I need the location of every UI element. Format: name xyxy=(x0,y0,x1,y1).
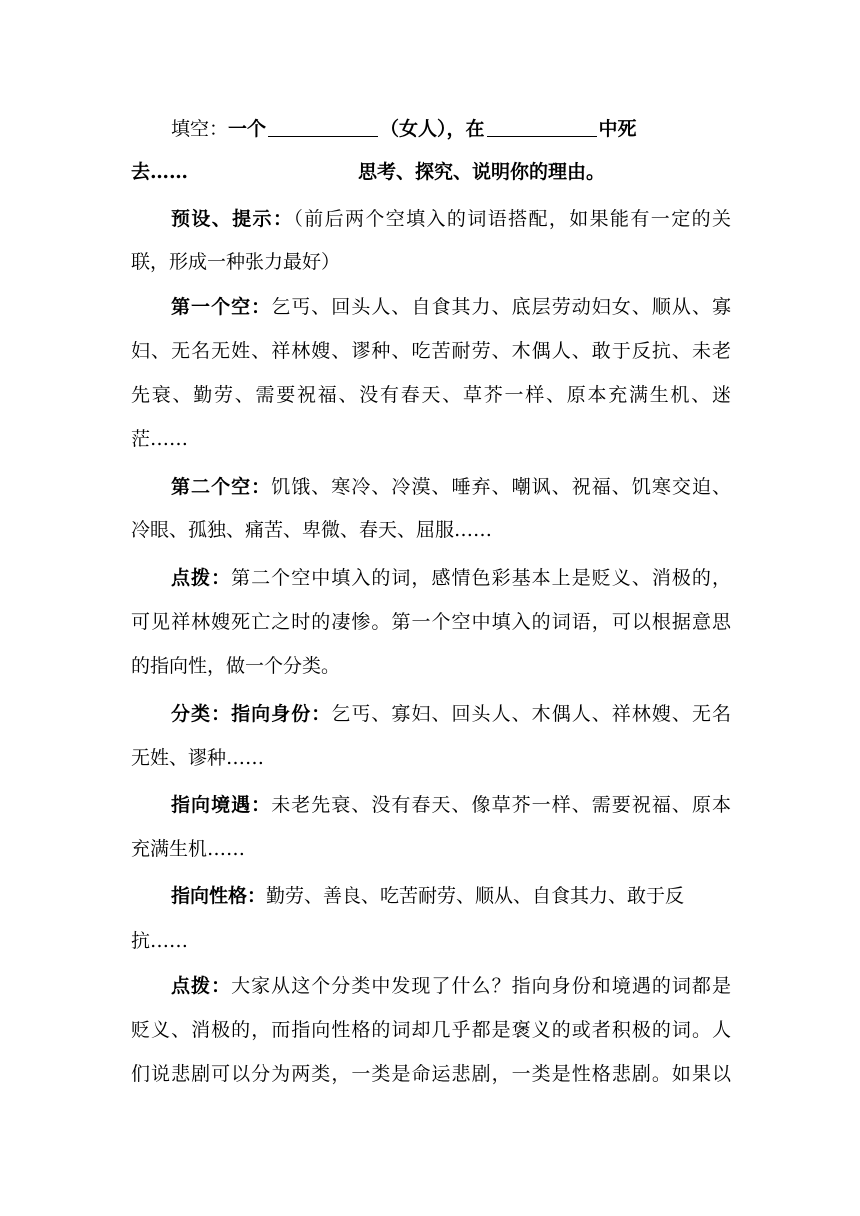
preset-line-2: 联，形成一种张力最好） xyxy=(131,251,341,273)
second-label: 第二个空： xyxy=(171,476,272,498)
hint1-line-2: 可见祥林嫂死亡之时的凄惨。第一个空中填入的词语，可以根据意思 xyxy=(131,611,731,633)
first-text-1: 乞丐、回头人、自食其力、底层劳动妇女、顺从、寡 xyxy=(271,296,731,318)
fill-part1: 一个 xyxy=(228,118,267,140)
fill-part2: （女人），在 xyxy=(380,118,485,140)
character-line-2: 抗…… xyxy=(131,930,189,952)
fill-blank-2 xyxy=(487,118,597,137)
hint2-line-2: 贬义、消极的，而指向性格的词却几乎都是褒义的或者积极的词。人 xyxy=(131,1019,731,1041)
fill-label: 填空： xyxy=(171,118,229,140)
first-blank-line-4: 茫…… xyxy=(131,428,189,450)
preset-text-1: （前后两个空填入的词语搭配，如果能有一定的关 xyxy=(293,208,731,230)
hint1-line-3: 的指向性，做一个分类。 xyxy=(131,655,341,677)
first-label: 第一个空： xyxy=(171,296,272,318)
first-blank-line-1 xyxy=(171,295,731,319)
preset-line-1 xyxy=(171,207,731,231)
identity-line-2: 无姓、谬种…… xyxy=(131,747,265,769)
situation-line-1 xyxy=(171,793,731,817)
character-text-1: 勤劳、善良、吃苦耐劳、顺从、自食其力、敢于反 xyxy=(266,885,685,907)
situation-label: 指向境遇： xyxy=(171,794,272,816)
fill-in-line-2 xyxy=(131,160,731,184)
hint1-line-1 xyxy=(171,566,731,590)
fill-prompt: 思考、探究、说明你的理由。 xyxy=(358,161,606,183)
identity-line-1 xyxy=(171,702,731,726)
fill-in-line xyxy=(171,117,731,141)
second-blank-line-2: 冷眼、孤独、痛苦、卑微、春天、屈服…… xyxy=(131,519,493,541)
character-line-1 xyxy=(171,884,731,908)
first-blank-line-2: 妇、无名无姓、祥林嫂、谬种、吃苦耐劳、木偶人、敢于反抗、未老 xyxy=(131,340,731,362)
situation-line-2: 充满生机…… xyxy=(131,838,246,860)
fill-part3: 中死 xyxy=(598,118,637,140)
situation-text-1: 未老先衰、没有春天、像草芥一样、需要祝福、原本 xyxy=(271,794,731,816)
first-blank-line-3: 先衰、勤劳、需要祝福、没有春天、草芥一样、原本充满生机、迷 xyxy=(131,384,731,406)
fill-blank-1 xyxy=(268,118,378,137)
hint1-text-1: 第二个空中填入的词，感情色彩基本上是贬义、消极的， xyxy=(231,567,731,589)
hint1-label: 点拨： xyxy=(171,567,232,589)
preset-label: 预设、提示： xyxy=(171,208,294,230)
character-label: 指向性格： xyxy=(171,885,267,907)
second-blank-line-1 xyxy=(171,475,731,499)
hint2-text-1: 大家从这个分类中发现了什么？指向身份和境遇的词都是 xyxy=(231,975,731,997)
fill-part4: 去…… xyxy=(131,161,189,183)
hint2-line-3: 们说悲剧可以分为两类，一类是命运悲剧，一类是性格悲剧。如果以 xyxy=(131,1063,731,1085)
hint2-line-1 xyxy=(171,974,731,998)
identity-text-1: 乞丐、寡妇、回头人、木偶人、祥林嫂、无名 xyxy=(331,703,731,725)
second-text-1: 饥饿、寒冷、冷漠、唾弃、嘲讽、祝福、饥寒交迫、 xyxy=(271,476,731,498)
hint2-label: 点拨： xyxy=(171,975,232,997)
identity-label: 分类：指向身份： xyxy=(171,703,332,725)
